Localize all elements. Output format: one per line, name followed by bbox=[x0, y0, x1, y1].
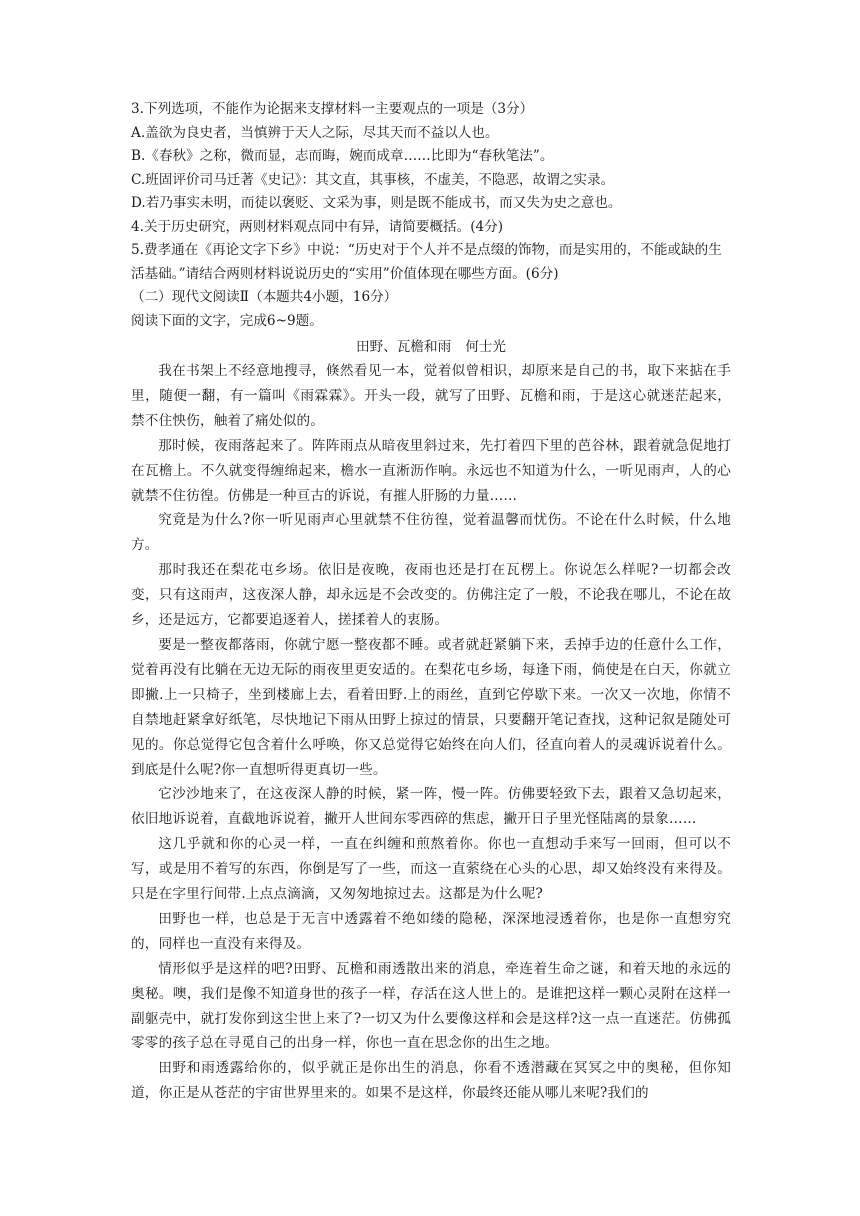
article-paragraph: 那时我还在梨花屯乡场。依旧是夜晚，夜雨也还是打在瓦楞上。你说怎么样呢?一切都会改变，只有这雨声，这夜深人静，却永远是不会改变的。仿佛注定了一般，不论我在哪儿，不论在故乡，还是远方，它都要追逐着人，搓揉着人的衷肠。 bbox=[131, 562, 731, 629]
question-5: 5.费孝通在《再论文字下乡》中说：“历史对于个人并不是点缀的饰物，而是实用的，不能或缺的生活基础。”请结合两则材料说说历史的“实用”价值体现在哪些方面。(6分) bbox=[131, 242, 722, 282]
article-paragraph: 究竟是为什么?你一听见雨声心里就禁不住彷徨，觉着温馨而忧伤。不论在什么时候，什么地方。 bbox=[131, 512, 731, 554]
document-page bbox=[131, 98, 731, 1106]
article-paragraph: 我在书架上不经意地搜寻，倏然看见一本，觉着似曾相识，却原来是自己的书，取下来掂在手里，随便一翻，有一篇叫《雨霖霖》。开头一段，就写了田野、瓦檐和雨，于是这心就迷茫起来，禁不住怏伤，触着了痛处似的。 bbox=[131, 363, 731, 429]
article-title: 田野、瓦檐和雨 bbox=[356, 339, 452, 355]
article-paragraph: 田野也一样，也总是于无言中透露着不绝如缕的隐秘，深深地浸透着你，也是你一直想穷究的，同样也一直没有来得及。 bbox=[131, 910, 731, 952]
article-paragraph: 那时候，夜雨落起来了。阵阵雨点从暗夜里斜过来，先打着四下里的芭谷林，跟着就急促地打在瓦檐上。不久就变得缠绵起来，檐水一直淅沥作响。永远也不知道为什么，一听见雨声，人的心就禁不住彷徨。仿佛是一种亘古的诉说，有摧人肝肠的力量…… bbox=[131, 437, 731, 504]
article-paragraph: 这几乎就和你的心灵一样，一直在纠缠和煎熬着你。你也一直想动手来写一回雨，但可以不写，或是用不着写的东西，你倒是写了一些，而这一直萦绕在心头的心思，却又始终没有来得及。只是在字里行间带.上点点滴滴，又匆匆地掠过去。这都是为什么呢? bbox=[131, 836, 731, 903]
reading-instruction: 阅读下面的文字，完成6~9题。 bbox=[131, 312, 323, 329]
option-d: D.若乃事实未明，而徒以褒贬、文采为事，则是既不能成书，而又失为史之意也。 bbox=[131, 195, 622, 211]
section-heading: （二）现代文阅读Ⅱ（本题共4小题，16分） bbox=[131, 289, 398, 305]
option-b: B.《春秋》之称，微而显，志而晦，婉而成章……比即为“春秋笔法”。 bbox=[131, 148, 554, 164]
article-paragraph: 要是一整夜都落雨，你就宁愿一整夜都不睡。或者就赶紧躺下来，丢掉手边的任意什么工作，觉着再没有比躺在无边无际的雨夜里更安适的。在梨花屯乡场，每逢下雨，倘使是在白天，你就立即撇.上一只椅子，坐到楼廊上去，看着田野.上的雨丝，直到它停歇下来。一次又一次地，你情不自禁地赶紧拿好纸笔，尽快地记下雨从田野上掠过的情景，只要翻开笔记查找，这种记叙是随处可见的。你总觉得它包含着什么呼唤，你又总觉得它始终在向人们，径直向着人的灵魂诉说着什么。到底是什么呢?你一直想听得更真切一些。 bbox=[131, 636, 731, 778]
article-paragraph: 田野和雨透露给你的，似乎就正是你出生的消息，你看不透潜藏在冥冥之中的奥秘，但你知道，你正是从苍茫的宇宙世界里来的。如果不是这样，你最终还能从哪儿来呢?我们的 bbox=[131, 1060, 731, 1102]
article-author: 何士光 bbox=[465, 339, 506, 355]
question-3: 3.下列选项，不能作为论据来支撑材料一主要观点的一项是（3分） bbox=[131, 101, 534, 117]
article-paragraph: 情形似乎是这样的吧?田野、瓦檐和雨透散出来的消息，牵连着生命之谜，和着天地的永远的奥秘。噢，我们是像不知道身世的孩子一样，存活在这人世上的。是谁把这样一颗心灵附在这样一副躯壳中，就打发你到这尘世上来了?一切又为什么要像这样和会是这样?这一点一直迷茫。仿佛孤零零的孩子总在寻觅自己的出身一样，你也一直在思念你的出生之地。 bbox=[131, 960, 731, 1052]
question-4: 4.关于历史研究，两则材料观点同中有异，请简要概括。(4分) bbox=[131, 218, 504, 235]
article-title-line bbox=[131, 335, 731, 359]
article-paragraph: 它沙沙地来了，在这夜深人静的时候，紧一阵，慢一阵。仿佛要轻致下去，跟着又急切起来，依旧地诉说着，直截地诉说着，撇开人世间东零西碎的焦虑，撇开日子里光怪陆离的景象…… bbox=[131, 786, 731, 828]
option-a: A.盖欲为良史者，当慎辨于天人之际，尽其天而不益以人也。 bbox=[131, 124, 499, 141]
option-c: C.班固评价司马迁著《史记》：其文直，其事核，不虚美，不隐恶，故谓之实录。 bbox=[131, 171, 615, 188]
